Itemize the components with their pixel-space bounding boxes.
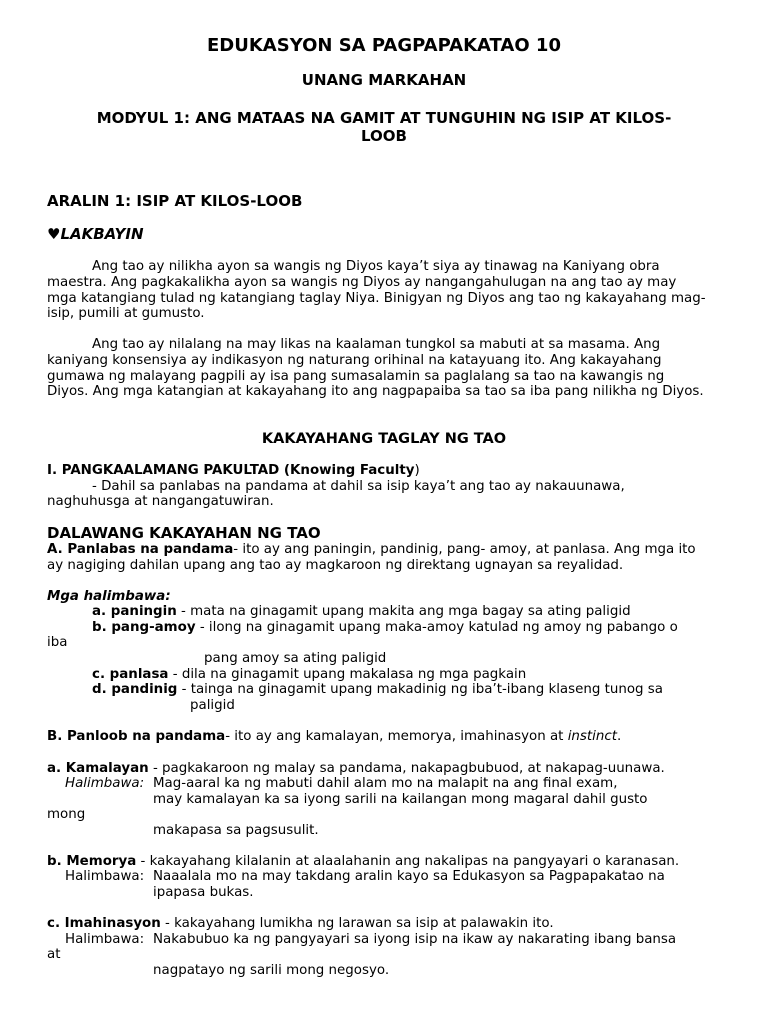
faculty-heading-line [47, 463, 420, 479]
example-b [92, 620, 678, 636]
kamalayan-example-label: Halimbawa: [65, 776, 145, 791]
example-d-continuation: paligid [190, 698, 235, 713]
imahinasyon-text: - kakayahang lumikha ng larawan sa isip at palawakin ito. [160, 916, 554, 931]
imahinasyon-example-label: Halimbawa: [65, 932, 145, 947]
panlabas-label: A. Panlabas na pandama [47, 542, 234, 557]
document-title: EDUKASYON SA PAGPAPAKATAO 10 [207, 35, 561, 56]
imahinasyon-example-line-2: nagpatayo ng sarili mong negosyo. [153, 963, 390, 978]
imahinasyon-label: c. Imahinasyon [47, 916, 161, 931]
imahinasyon-line [47, 916, 554, 932]
paragraph-2: Ang tao ay nilalang na may likas na kaalaman tungkol sa mabuti at sa masama. Ang kaniyang konsensiya ay indikasyon ng naturang orihinal na katayuang ito. Ang kakayahang gumawa ng malayang pagpili ay isa pang sumasalamin sa paglalang sa tao na kawangis ng Diyos. Ang mga katangian at kakayahang ito ang nagpapaiba sa tao sa iba pang nilikha ng Diyos. [47, 337, 704, 400]
memorya-example-line-1: Naaalala mo na may takdang aralin kayo sa Edukasyon sa Pagpapakatao na [153, 869, 665, 884]
kamalayan-example-wrap: mong [47, 807, 86, 822]
faculty-description-line-1: - Dahil sa panlabas na pandama at dahil sa isip kaya’t ang tao ay nakauunawa, [92, 479, 625, 494]
example-c-text: - dila na ginagamit upang makalasa ng mga pagkain [168, 667, 527, 682]
faculty-heading-paren: ) [414, 463, 420, 478]
imahinasyon-example-wrap: at [47, 947, 61, 962]
memorya-line [47, 854, 679, 870]
faculty-heading: I. PANGKAALAMANG PAKULTAD (Knowing Faculty [47, 463, 415, 478]
example-b-text: - ilong na ginagamit upang maka-amoy katulad ng amoy ng pabango o [195, 620, 678, 635]
kamalayan-example-line-2: may kamalayan ka sa iyong sarili na kailangan mong magaral dahil gusto [153, 792, 648, 807]
panloob-label: B. Panloob na pandama [47, 729, 226, 744]
panlabas-text: - ito ay ang paningin, pandinig, pang- amoy, at panlasa. Ang mga ito ay nagiging dahilan upang ang tao ay magkaroon ng direktang ugnayan sa reyalidad. [47, 542, 696, 573]
kamalayan-text: - pagkakaroon ng malay sa pandama, nakapagbubuod, at nakapag-uunawa. [148, 761, 665, 776]
section-heading: KAKAYAHANG TAGLAY NG TAO [261, 431, 507, 447]
example-b-label: b. pang-amoy [92, 620, 196, 635]
example-c-label: c. panlasa [92, 667, 169, 682]
kamalayan-label: a. Kamalayan [47, 761, 149, 776]
paragraph-1: Ang tao ay nilikha ayon sa wangis ng Diyos kaya’t siya ay tinawag na Kaniyang obra maestra. Ang pagkakalikha ayon sa wangis ng Diyos ay nangangahulugan na ang tao ay may mga katangiang tulad ng katangiang taglay Niya. Binigyan ng Diyos ang tao ng kakayahang mag-isip, pumili at gumusto. [47, 259, 706, 322]
kamalayan-example-line-3: makapasa sa pagsusulit. [153, 823, 319, 838]
memorya-example-label: Halimbawa: [65, 869, 145, 884]
kamalayan-example-line-1: Mag-aaral ka ng mabuti dahil alam mo na malapit na ang final exam, [153, 776, 618, 791]
example-d-text: - tainga na ginagamit upang makadinig ng iba’t-ibang klaseng tunog sa [177, 682, 663, 697]
memorya-label: b. Memorya [47, 854, 137, 869]
example-a-label: a. paningin [92, 604, 177, 619]
example-a [92, 604, 631, 620]
example-b-continuation: pang amoy sa ating paligid [204, 651, 387, 666]
module-title-line-1: MODYUL 1: ANG MATAAS NA GAMIT AT TUNGUHIN NG ISIP AT KILOS- [96, 109, 672, 127]
lesson-heading: ARALIN 1: ISIP AT KILOS-LOOB [47, 192, 303, 210]
example-d [92, 682, 663, 698]
panloob-text: - ito ay ang kamalayan, memorya, imahinasyon at [225, 729, 568, 744]
kamalayan-line [47, 761, 665, 777]
example-c [92, 667, 526, 683]
imahinasyon-example-line-1: Nakabubuo ka ng pangyayari sa iyong isip na ikaw ay nakarating ibang bansa [153, 932, 677, 947]
two-abilities-heading: DALAWANG KAKAYAHAN NG TAO [47, 524, 321, 542]
faculty-description-line-2: naghuhusga at nangangatuwiran. [47, 494, 274, 509]
module-title-line-2: LOOB [361, 127, 407, 145]
memorya-example-line-2: ipapasa bukas. [153, 885, 254, 900]
lakbayin-heading: ♥LAKBAYIN [47, 225, 144, 243]
example-d-label: d. pandinig [92, 682, 178, 697]
example-a-text: - mata na ginagamit upang makita ang mga bagay sa ating paligid [176, 604, 631, 619]
examples-label: Mga halimbawa: [47, 589, 171, 604]
memorya-text: - kakayahang kilalanin at alaalahanin ang nakalipas na pangyayari o karanasan. [136, 854, 680, 869]
panloob-instinct: instinct [567, 729, 617, 744]
quarter-heading: UNANG MARKAHAN [301, 71, 467, 89]
panloob-line [47, 729, 621, 745]
example-b-wrap: iba [47, 635, 68, 650]
panlabas-paragraph [47, 542, 707, 574]
panloob-period: . [616, 729, 622, 744]
